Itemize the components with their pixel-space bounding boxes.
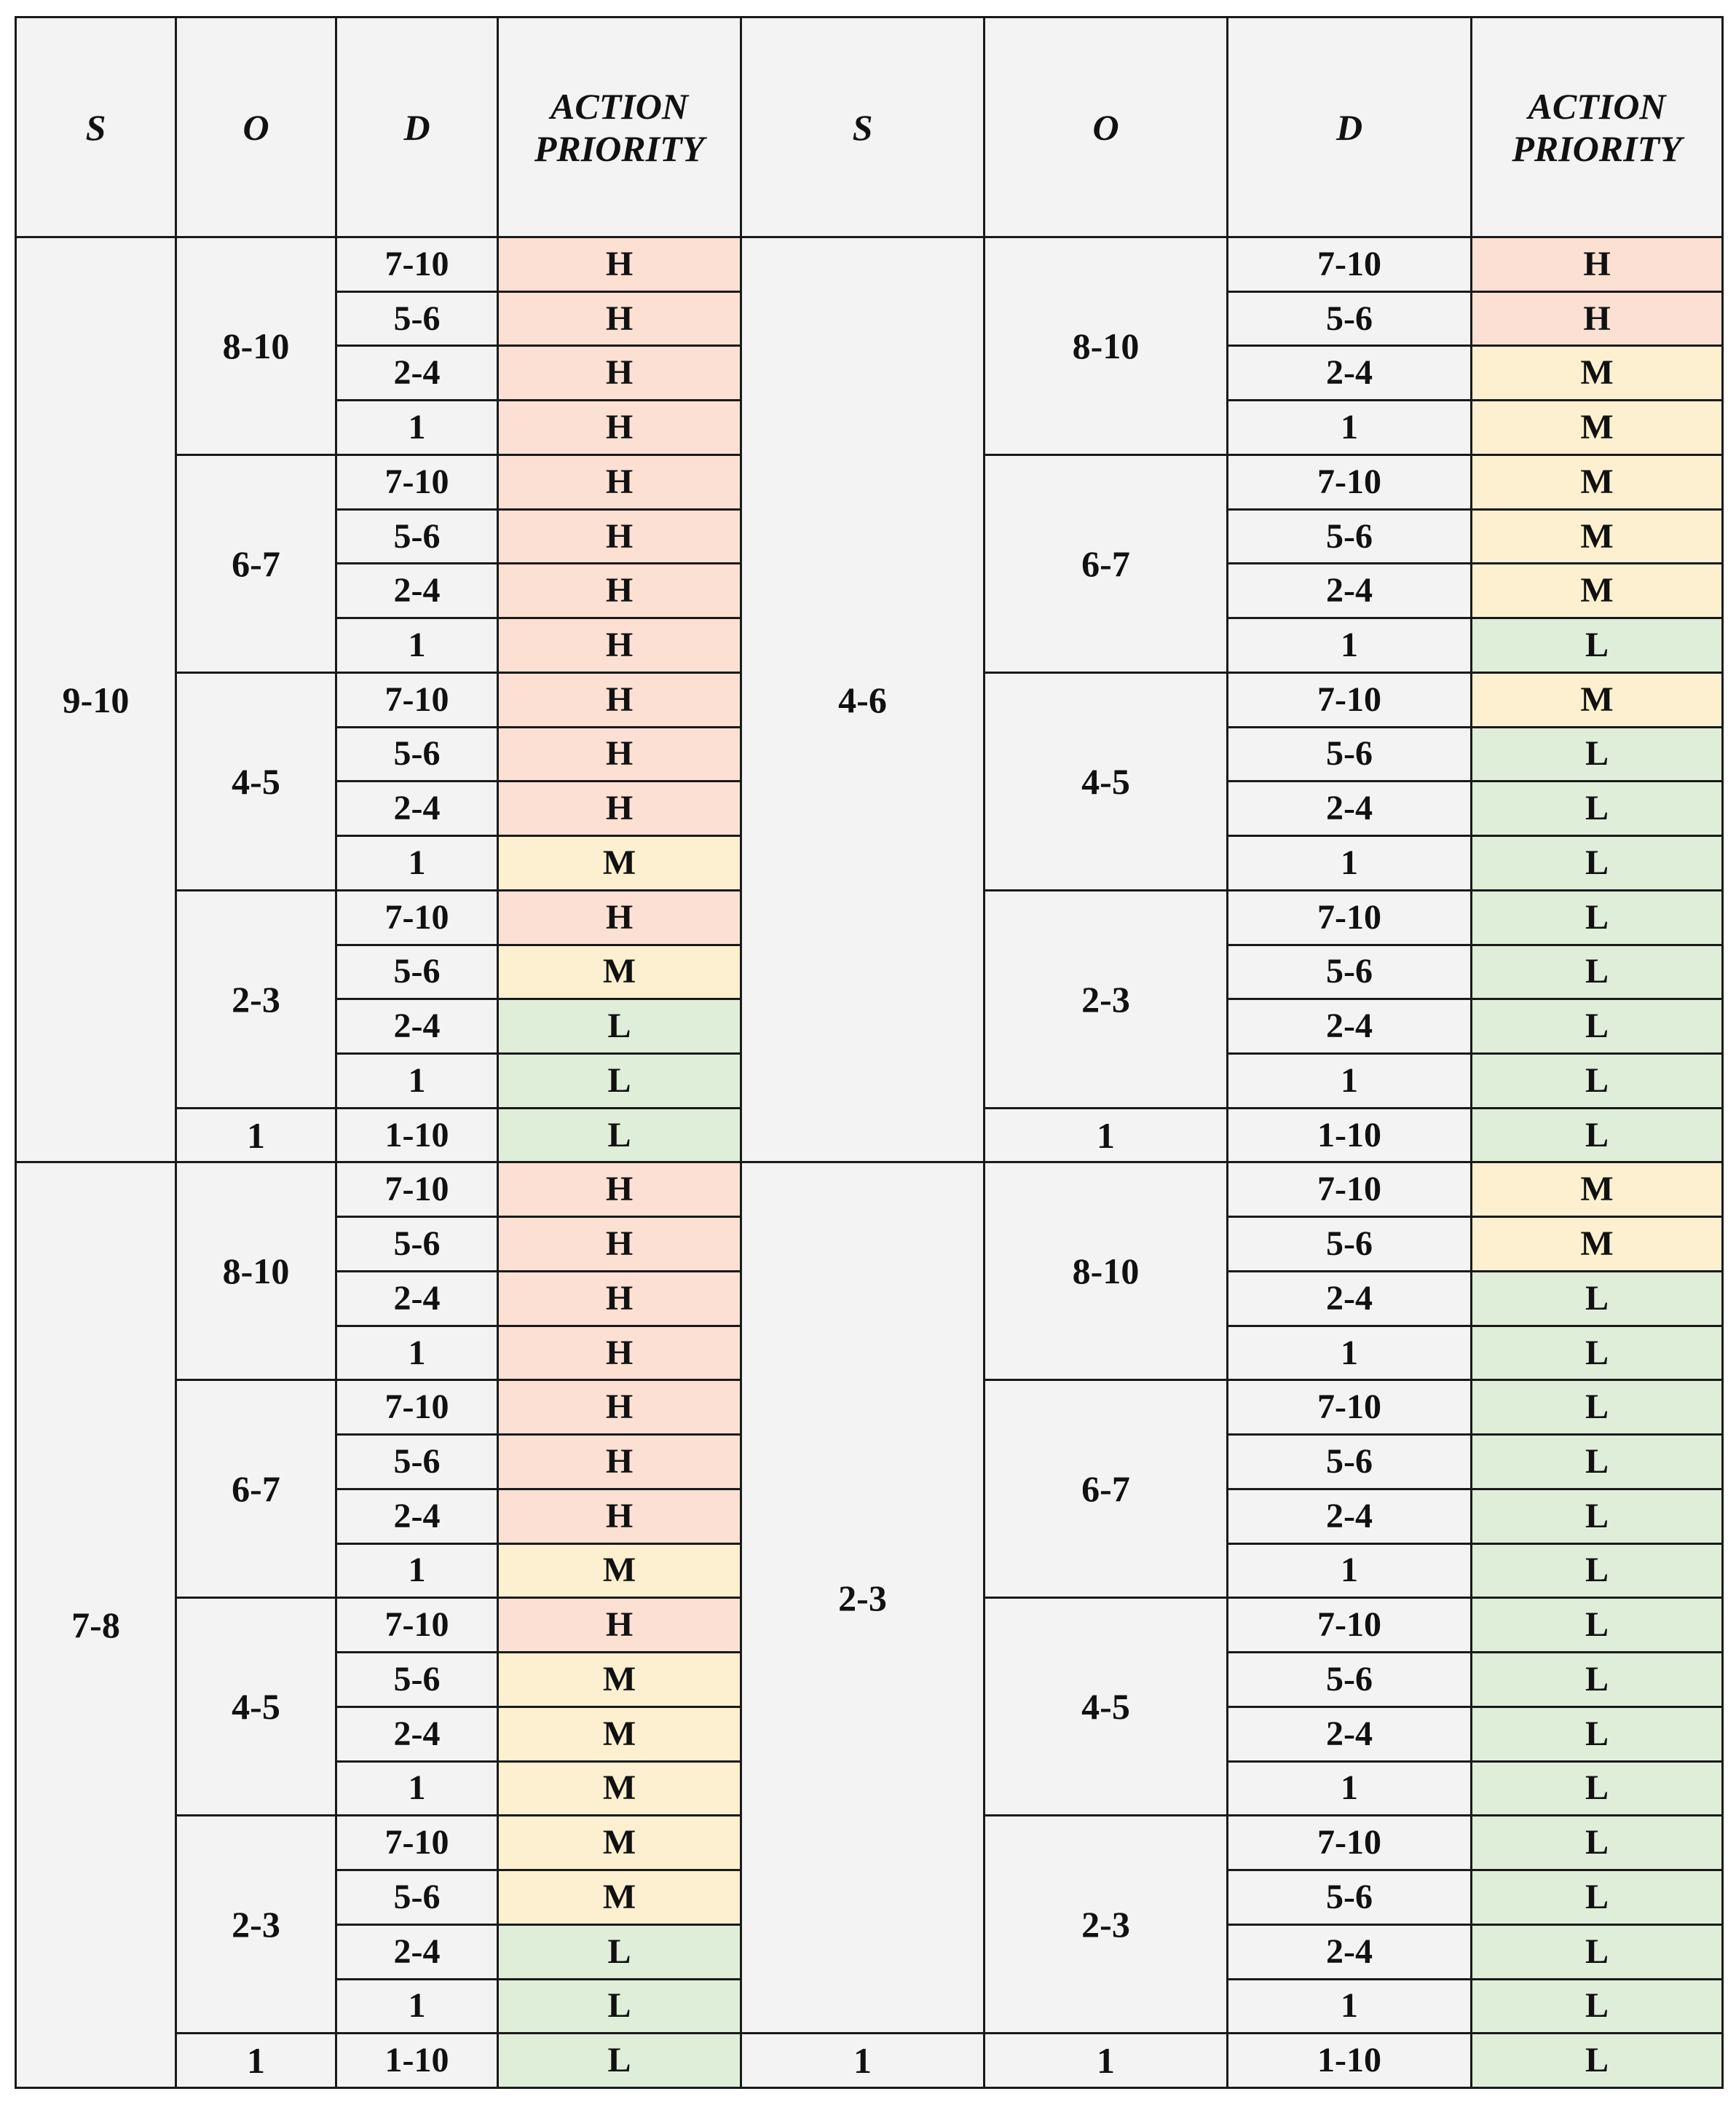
action-priority-cell-left: H	[498, 401, 741, 455]
occurrence-cell-left: 1	[176, 2034, 336, 2088]
header-action-priority-left-line2: PRIORITY	[534, 127, 705, 169]
occurrence-cell-right: 4-5	[985, 672, 1228, 890]
action-priority-cell-left: H	[498, 1435, 741, 1489]
action-priority-cell-left: H	[498, 782, 741, 836]
severity-cell-right: 2-3	[741, 1162, 985, 2034]
action-priority-cell-left: H	[498, 1217, 741, 1272]
detection-cell-right: 7-10	[1228, 1380, 1472, 1435]
action-priority-cell-left: H	[498, 890, 741, 945]
detection-cell-left: 1	[336, 618, 498, 673]
detection-cell-left: 1	[336, 1543, 498, 1598]
detection-cell-right: 7-10	[1228, 237, 1472, 292]
action-priority-cell-right: L	[1472, 1489, 1723, 1543]
detection-cell-left: 5-6	[336, 1435, 498, 1489]
detection-cell-left: 1-10	[336, 1108, 498, 1162]
detection-cell-right: 7-10	[1228, 1816, 1472, 1870]
occurrence-cell-right: 1	[985, 2034, 1228, 2088]
action-priority-cell-left: M	[498, 836, 741, 891]
header-occurrence-right: O	[985, 17, 1228, 237]
action-priority-cell-left: H	[498, 1380, 741, 1435]
action-priority-cell-left: H	[498, 564, 741, 618]
detection-cell-left: 2-4	[336, 564, 498, 618]
action-priority-cell-right: L	[1472, 1761, 1723, 1816]
header-action-priority-left-line1: ACTION	[551, 85, 688, 127]
detection-cell-left: 5-6	[336, 727, 498, 782]
detection-cell-left: 2-4	[336, 999, 498, 1054]
severity-cell-right: 1	[741, 2034, 985, 2088]
action-priority-cell-right: L	[1472, 1653, 1723, 1707]
action-priority-cell-left: H	[498, 509, 741, 564]
action-priority-cell-right: L	[1472, 1979, 1723, 2034]
action-priority-cell-right: L	[1472, 1380, 1723, 1435]
severity-cell-left: 9-10	[16, 237, 176, 1162]
occurrence-cell-right: 6-7	[985, 454, 1228, 672]
occurrence-cell-left: 2-3	[176, 1816, 336, 2034]
detection-cell-right: 2-4	[1228, 999, 1472, 1054]
detection-cell-right: 5-6	[1228, 1217, 1472, 1272]
action-priority-cell-left: H	[498, 727, 741, 782]
header-severity-right: S	[741, 17, 985, 237]
occurrence-cell-right: 2-3	[985, 1816, 1228, 2034]
detection-cell-right: 2-4	[1228, 1271, 1472, 1326]
action-priority-cell-left: H	[498, 1489, 741, 1543]
action-priority-cell-right: L	[1472, 727, 1723, 782]
severity-cell-left: 7-8	[16, 1162, 176, 2088]
detection-cell-right: 5-6	[1228, 291, 1472, 346]
occurrence-cell-left: 6-7	[176, 454, 336, 672]
action-priority-cell-left: M	[498, 1816, 741, 1870]
action-priority-cell-right: L	[1472, 782, 1723, 836]
detection-cell-left: 5-6	[336, 1217, 498, 1272]
header-row	[16, 17, 1723, 237]
table-body	[16, 237, 1723, 2088]
detection-cell-left: 7-10	[336, 1162, 498, 1217]
occurrence-cell-right: 2-3	[985, 890, 1228, 1108]
action-priority-cell-left: H	[498, 346, 741, 401]
action-priority-cell-left: H	[498, 454, 741, 509]
occurrence-cell-left: 6-7	[176, 1380, 336, 1598]
detection-cell-left: 5-6	[336, 291, 498, 346]
detection-cell-right: 5-6	[1228, 945, 1472, 999]
action-priority-cell-right: L	[1472, 1870, 1723, 1925]
detection-cell-left: 1	[336, 1326, 498, 1380]
action-priority-cell-right: M	[1472, 509, 1723, 564]
action-priority-cell-right: M	[1472, 1217, 1723, 1272]
action-priority-cell-right: L	[1472, 618, 1723, 673]
action-priority-cell-left: H	[498, 1162, 741, 1217]
detection-cell-left: 7-10	[336, 237, 498, 292]
action-priority-cell-right: H	[1472, 291, 1723, 346]
action-priority-cell-right: M	[1472, 401, 1723, 455]
detection-cell-left: 7-10	[336, 1380, 498, 1435]
action-priority-cell-right: L	[1472, 836, 1723, 891]
occurrence-cell-left: 2-3	[176, 890, 336, 1108]
action-priority-cell-left: M	[498, 1870, 741, 1925]
detection-cell-right: 1-10	[1228, 2034, 1472, 2088]
action-priority-cell-right: M	[1472, 346, 1723, 401]
action-priority-cell-right: M	[1472, 454, 1723, 509]
detection-cell-right: 7-10	[1228, 890, 1472, 945]
detection-cell-left: 1-10	[336, 2034, 498, 2088]
detection-cell-right: 1	[1228, 1326, 1472, 1380]
action-priority-cell-right: L	[1472, 1271, 1723, 1326]
detection-cell-right: 7-10	[1228, 1598, 1472, 1653]
action-priority-cell-left: L	[498, 2034, 741, 2088]
detection-cell-left: 7-10	[336, 1816, 498, 1870]
action-priority-cell-right: M	[1472, 564, 1723, 618]
action-priority-cell-right: L	[1472, 945, 1723, 999]
detection-cell-left: 1	[336, 1761, 498, 1816]
occurrence-cell-left: 8-10	[176, 237, 336, 455]
action-priority-cell-left: H	[498, 1326, 741, 1380]
action-priority-cell-left: H	[498, 618, 741, 673]
occurrence-cell-left: 4-5	[176, 672, 336, 890]
action-priority-cell-right: L	[1472, 1543, 1723, 1598]
detection-cell-left: 1	[336, 836, 498, 891]
detection-cell-right: 2-4	[1228, 1707, 1472, 1761]
action-priority-cell-left: M	[498, 945, 741, 999]
detection-cell-right: 7-10	[1228, 1162, 1472, 1217]
detection-cell-right: 1	[1228, 1979, 1472, 2034]
action-priority-cell-left: M	[498, 1543, 741, 1598]
detection-cell-left: 7-10	[336, 454, 498, 509]
detection-cell-right: 2-4	[1228, 1489, 1472, 1543]
detection-cell-left: 7-10	[336, 1598, 498, 1653]
detection-cell-right: 5-6	[1228, 1653, 1472, 1707]
detection-cell-right: 2-4	[1228, 564, 1472, 618]
table-header	[16, 17, 1723, 237]
detection-cell-left: 7-10	[336, 890, 498, 945]
detection-cell-left: 5-6	[336, 1653, 498, 1707]
action-priority-cell-left: H	[498, 672, 741, 727]
action-priority-cell-right: L	[1472, 1924, 1723, 1979]
occurrence-cell-left: 4-5	[176, 1598, 336, 1816]
detection-cell-left: 2-4	[336, 1271, 498, 1326]
header-action-priority-right	[1472, 17, 1723, 237]
detection-cell-left: 2-4	[336, 1924, 498, 1979]
detection-cell-left: 7-10	[336, 672, 498, 727]
action-priority-cell-left: L	[498, 1108, 741, 1162]
action-priority-cell-left: H	[498, 237, 741, 292]
table-row	[16, 2034, 1723, 2088]
detection-cell-right: 7-10	[1228, 672, 1472, 727]
action-priority-cell-left: L	[498, 1924, 741, 1979]
detection-cell-right: 5-6	[1228, 509, 1472, 564]
header-action-priority-right-line2: PRIORITY	[1512, 127, 1682, 169]
detection-cell-right: 7-10	[1228, 454, 1472, 509]
action-priority-cell-left: H	[498, 1598, 741, 1653]
action-priority-cell-left: L	[498, 1054, 741, 1109]
occurrence-cell-right: 8-10	[985, 237, 1228, 455]
detection-cell-right: 5-6	[1228, 727, 1472, 782]
detection-cell-right: 1	[1228, 618, 1472, 673]
detection-cell-left: 5-6	[336, 509, 498, 564]
action-priority-cell-left: H	[498, 1271, 741, 1326]
detection-cell-right: 1	[1228, 836, 1472, 891]
detection-cell-right: 1	[1228, 1054, 1472, 1109]
header-action-priority-left	[498, 17, 741, 237]
detection-cell-left: 2-4	[336, 1707, 498, 1761]
action-priority-cell-left: L	[498, 1979, 741, 2034]
action-priority-cell-right: L	[1472, 1598, 1723, 1653]
detection-cell-right: 2-4	[1228, 346, 1472, 401]
detection-cell-right: 1	[1228, 1543, 1472, 1598]
action-priority-cell-right: L	[1472, 1108, 1723, 1162]
action-priority-cell-right: M	[1472, 1162, 1723, 1217]
detection-cell-right: 5-6	[1228, 1870, 1472, 1925]
header-action-priority-right-line1: ACTION	[1528, 85, 1666, 127]
action-priority-cell-left: H	[498, 291, 741, 346]
occurrence-cell-right: 6-7	[985, 1380, 1228, 1598]
table-row	[16, 237, 1723, 292]
action-priority-table	[15, 16, 1724, 2089]
detection-cell-right: 1-10	[1228, 1108, 1472, 1162]
action-priority-cell-right: L	[1472, 890, 1723, 945]
action-priority-cell-right: L	[1472, 999, 1723, 1054]
detection-cell-right: 2-4	[1228, 782, 1472, 836]
severity-cell-right: 4-6	[741, 237, 985, 1162]
action-priority-cell-right: L	[1472, 1707, 1723, 1761]
header-severity-left: S	[16, 17, 176, 237]
detection-cell-left: 5-6	[336, 1870, 498, 1925]
detection-cell-right: 1	[1228, 1761, 1472, 1816]
detection-cell-left: 1	[336, 1054, 498, 1109]
action-priority-cell-right: L	[1472, 2034, 1723, 2088]
header-detection-left: D	[336, 17, 498, 237]
action-priority-cell-right: L	[1472, 1326, 1723, 1380]
occurrence-cell-right: 8-10	[985, 1162, 1228, 1380]
action-priority-cell-right: L	[1472, 1054, 1723, 1109]
table-row	[16, 1162, 1723, 1217]
action-priority-cell-right: H	[1472, 237, 1723, 292]
action-priority-cell-left: M	[498, 1761, 741, 1816]
occurrence-cell-left: 1	[176, 1108, 336, 1162]
action-priority-cell-left: M	[498, 1653, 741, 1707]
detection-cell-left: 2-4	[336, 1489, 498, 1543]
action-priority-cell-left: L	[498, 999, 741, 1054]
action-priority-cell-right: M	[1472, 672, 1723, 727]
occurrence-cell-right: 4-5	[985, 1598, 1228, 1816]
detection-cell-left: 2-4	[336, 346, 498, 401]
detection-cell-left: 1	[336, 1979, 498, 2034]
detection-cell-left: 1	[336, 401, 498, 455]
detection-cell-left: 5-6	[336, 945, 498, 999]
header-occurrence-left: O	[176, 17, 336, 237]
detection-cell-right: 2-4	[1228, 1924, 1472, 1979]
action-priority-cell-left: M	[498, 1707, 741, 1761]
header-detection-right: D	[1228, 17, 1472, 237]
detection-cell-right: 5-6	[1228, 1435, 1472, 1489]
occurrence-cell-left: 8-10	[176, 1162, 336, 1380]
detection-cell-right: 1	[1228, 401, 1472, 455]
detection-cell-left: 2-4	[336, 782, 498, 836]
action-priority-cell-right: L	[1472, 1816, 1723, 1870]
occurrence-cell-right: 1	[985, 1108, 1228, 1162]
action-priority-cell-right: L	[1472, 1435, 1723, 1489]
